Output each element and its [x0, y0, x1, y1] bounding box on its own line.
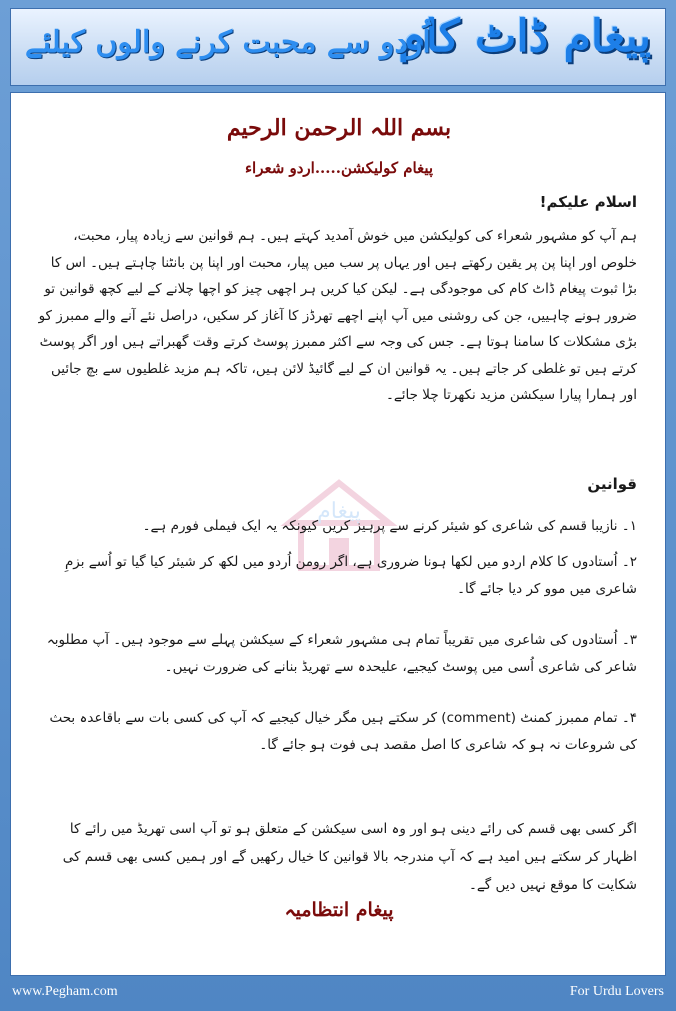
site-tagline: اُردو سے محبت کرنے والوں کیلئے: [25, 25, 431, 60]
rule-item-2: ۲۔ اُستادوں کا کلام اردو میں لکھا ہونا ضروری ہے، اگر رومن اُردو میں لکھ کر شیئر کیا گیا تو اُسے بزمِ شاعری میں موو کر دیا جائے گا۔: [64, 554, 637, 597]
bismillah-heading: بسم اللہ الرحمن الرحیم: [226, 115, 452, 141]
collection-subtitle: پیغام کولیکشن.....اردو شعراء: [244, 159, 434, 177]
greeting-text: اسلام علیکم!: [539, 193, 637, 211]
site-header: [10, 8, 666, 86]
rule-item-3: ۳۔ اُستادوں کی شاعری میں تقریباً تمام ہی مشہور شعراء کے سیکشن پہلے سے موجود ہیں۔ آپ مطلوبہ شاعر کی شاعری اُسی میں پوسٹ کیجیے، علیحدہ سے تھریڈ بنانے کی ضرورت نہیں۔: [46, 632, 637, 675]
footer-slogan: For Urdu Lovers: [569, 984, 664, 999]
footer-website-link[interactable]: www.Pegham.com: [12, 984, 118, 999]
rule-item-4: ۴۔ تمام ممبرز کمنٹ (comment) کر سکتے ہیں مگر خیال کیجیے کہ آپ کی کسی بات سے باقاعدہ بحث کی شروعات نہ ہو کہ شاعری کا اصل مقصد ہی فوت ہو جائے گا۔: [49, 710, 637, 753]
admin-signature: پیغام انتظامیہ: [284, 899, 394, 921]
watermark-text: پیغام: [317, 499, 361, 524]
site-logo[interactable]: پیغام ڈاٹ کام: [398, 11, 651, 62]
rule-item-1: ۱۔ نازیبا قسم کی شاعری کو شیئر کرنے سے پرہیز کریں کیونکہ یہ ایک فیملی فورم ہے۔: [142, 518, 637, 534]
closing-paragraph: اگر کسی بھی قسم کی رائے دینی ہو اور وہ اسی سیکشن کے متعلق ہو تو آپ اسی تھریڈ میں رائے کا اظہار کر سکتے ہیں امید ہے کہ آپ مندرجہ بالا قوانین کا خیال رکھیں گے اور ہمیں کسی بھی قسم کی شکایت کا موقع نہیں دیں گے۔: [62, 821, 637, 893]
rules-heading: قوانین: [587, 475, 637, 493]
intro-paragraph: ہم آپ کو مشہور شعراء کی کولیکشن میں خوش آمدید کہتے ہیں۔ ہم قوانین سے زیادہ پیار، محبت، خلوص اور اپنا پن پر یقین رکھتے ہیں اور یہاں پر سب میں پیار، محبت اور اپنا پن بانٹنا چاہتے ہیں۔ اس کا بڑا ثبوت پیغام ڈاٹ کام کی موجودگی ہے۔ لیکن کیا کریں ہر اچھی چیز کو اچھا چلانے کے لیے کچھ قوانین تو ضرور ہونے چاہییں، جن کی روشنی میں آپ اپنے اچھے تھرڈز کا آغاز کر سکیں، دراصل نئے آنے والے ممبرز کو بڑی مشکلات کا سامنا ہوتا ہے۔ جس کی وجہ سے اکثر ممبرز پوسٹ کرتے وقت گھبراتے ہیں اور اگر پوسٹ کرتے ہیں تو غلطی کر جاتے ہیں۔ یہ قوانین ان کے لیے گائیڈ لائن ہیں، تاکہ ہم مزید غلطیوں سے بچ جائیں اور ہمارا پیارا سیکشن مزید نکھرتا چلا جائے۔: [38, 228, 637, 403]
content-panel: [10, 92, 666, 976]
